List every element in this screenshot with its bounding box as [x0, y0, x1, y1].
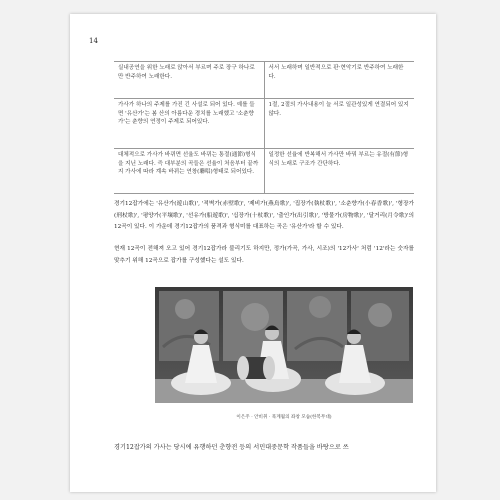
photo-caption: 이은주 · 안비취 · 묵계월의 좌창 모습(한복무대) [236, 415, 332, 420]
table-cell-left: 실내공연을 위한 노래로 앉아서 부르며 주로 장구 하나로만 반주하여 노래한다. [114, 62, 264, 99]
table-row [114, 62, 414, 99]
table-cell-right: 1절, 2절의 가사내용이 늘 서로 일관성있게 연결되어 있지 않다. [264, 99, 414, 149]
table-row [114, 99, 414, 149]
performance-photo [155, 287, 413, 403]
table-cell-left: 대체적으로 가사가 바뀌면 선율도 바뀌는 통절(通節)형식을 지닌 노래다. 즉 대부분의 곡들은 선율이 처음부터 끝까지 가사에 따라 계속 바뀌는 연창(聯唱)형태로 되어있다. [114, 149, 264, 194]
table-cell-right: 일정한 선율에 반복해서 가사만 바꿔 부르는 유절(有節)형식의 노래로 구조가 간단하다. [264, 149, 414, 194]
paragraph-lyrics-origin: 경기12잡가의 가사는 당시에 유행하던 춘향전 등의 서민대중문학 작품들을 바탕으로 쓰 [114, 444, 349, 451]
table-cell-left: 가사가 하나의 주제를 가진 긴 사설로 되어 있다. 예를 들면 '유산가'는 봄 산의 아름다운 경치를 노래했고 '소춘향가'는 춘향의 연정이 주제로 되어있다. [114, 99, 264, 149]
page-number: 14 [89, 37, 98, 45]
table-cell-right: 서서 노래하며 일반적으로 판·현악기로 반주하여 노래한다. [264, 62, 414, 99]
table-row [114, 149, 414, 194]
performance-photo-illustration [155, 287, 413, 403]
paragraph-song-list: 경기12잡가에는 '유산가(遊山歌)', '적벽가(赤壁歌)', '제비가(燕鳥歌)', '집장가(執杖歌)', '소춘향가(小春香歌)', '형장가(刑杖歌)', '평양가(平壤歌)', '선유가(船遊歌)', '십장가(十杖歌)', '출인가(出引歌)', '방물가(房物歌)', '달거리(月令歌)'의 12곡이 있다. 이 가운데 경기12잡가의 품격과 형식미를 대표하는 곡은 '유산가'라 할 수 있다. [114, 201, 414, 231]
paragraph-twelve-origin: 현재 12곡이 전해져 오고 있어 경기12잡가라 불리기도 하지만, 정가(가곡, 가사, 시조)의 '12가사' 처럼 '12'라는 숫자를 맞추기 위해 12곡으로 잡가를 구성했다는 설도 있다. [114, 246, 414, 264]
book-page [70, 14, 436, 492]
comparison-table [114, 61, 414, 194]
